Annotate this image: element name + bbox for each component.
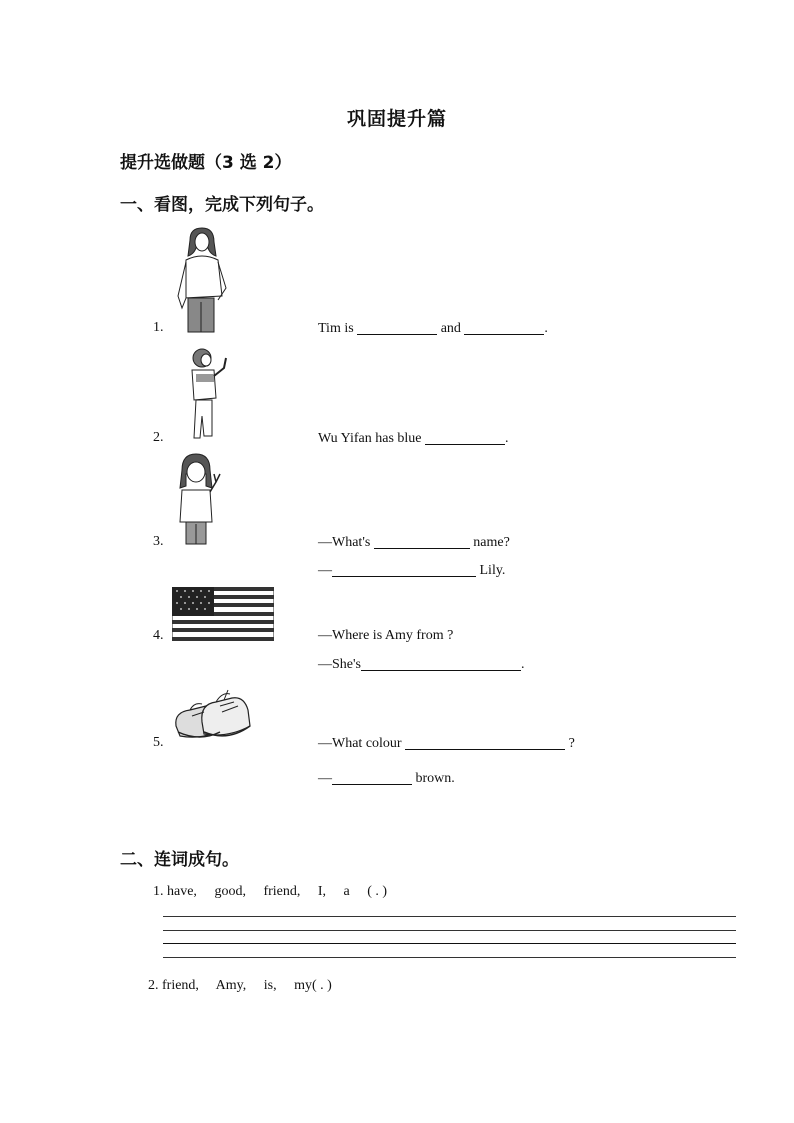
text-segment: —What colour <box>318 736 406 751</box>
shoes-picture <box>172 686 254 746</box>
text-segment: —What's <box>318 535 374 550</box>
question-2 <box>148 978 346 994</box>
text-segment: —She's <box>318 657 361 672</box>
question-1 <box>153 884 401 900</box>
word: have, <box>167 884 197 899</box>
text-segment: and <box>437 321 465 336</box>
word: I, <box>317 884 327 899</box>
item-number: 5. <box>153 735 164 750</box>
text-segment: — <box>318 771 332 786</box>
text-segment: ? <box>565 736 575 751</box>
sentence-line <box>318 770 455 787</box>
writing-line[interactable] <box>163 930 736 931</box>
answer-blank[interactable] <box>405 735 565 750</box>
word: friend, <box>162 978 199 993</box>
word: is, <box>263 978 277 993</box>
text-segment: Lily. <box>476 563 506 578</box>
word: good, <box>214 884 246 899</box>
text-segment: . <box>520 657 525 672</box>
text-segment: — <box>318 563 332 578</box>
text-segment: —Where is Amy from ? <box>318 628 454 643</box>
question-number: 2. <box>148 978 159 993</box>
answer-blank[interactable] <box>332 770 412 785</box>
writing-line[interactable] <box>163 957 736 958</box>
text-segment: . <box>544 321 548 336</box>
sentence-line <box>318 628 453 644</box>
word: ( . ) <box>367 884 388 899</box>
answer-blank[interactable] <box>464 320 544 335</box>
answer-blank[interactable] <box>361 656 521 671</box>
sentence-line <box>318 562 505 579</box>
word: friend, <box>263 884 301 899</box>
word: Amy, <box>215 978 247 993</box>
text-segment: brown. <box>412 771 455 786</box>
sentence-line <box>318 656 524 673</box>
text-segment: name? <box>469 535 510 550</box>
section2-heading: 二、连词成句。 <box>120 850 239 870</box>
usa-flag-picture <box>172 587 274 641</box>
question-number: 1. <box>153 884 164 899</box>
word: my( . ) <box>294 978 332 993</box>
subtitle: 提升选做题（3 选 2） <box>120 153 292 173</box>
writing-line[interactable] <box>163 916 736 917</box>
answer-blank[interactable] <box>357 320 437 335</box>
item-number: 4. <box>153 628 164 643</box>
item-number: 3. <box>153 534 164 549</box>
sentence-line <box>318 534 510 551</box>
page-title: 巩固提升篇 <box>346 108 447 130</box>
item-number: 2. <box>153 430 164 445</box>
item-number: 1. <box>153 320 164 335</box>
text-segment: Wu Yifan has blue <box>318 431 426 446</box>
writing-line[interactable] <box>163 943 736 944</box>
answer-blank[interactable] <box>332 562 476 577</box>
answer-blank[interactable] <box>425 430 505 445</box>
sentence-line <box>318 430 509 447</box>
man-long-hair-picture <box>172 226 232 334</box>
sentence-line <box>318 320 548 337</box>
text-segment: . <box>505 431 509 446</box>
word: a <box>343 884 350 899</box>
boy-waving-picture <box>184 346 234 442</box>
sentence-line <box>318 735 575 752</box>
girl-peace-sign-picture <box>172 452 228 546</box>
text-segment: Tim is <box>318 321 358 336</box>
section1-heading: 一、看图，完成下列句子。 <box>120 195 324 215</box>
answer-blank[interactable] <box>374 534 470 549</box>
